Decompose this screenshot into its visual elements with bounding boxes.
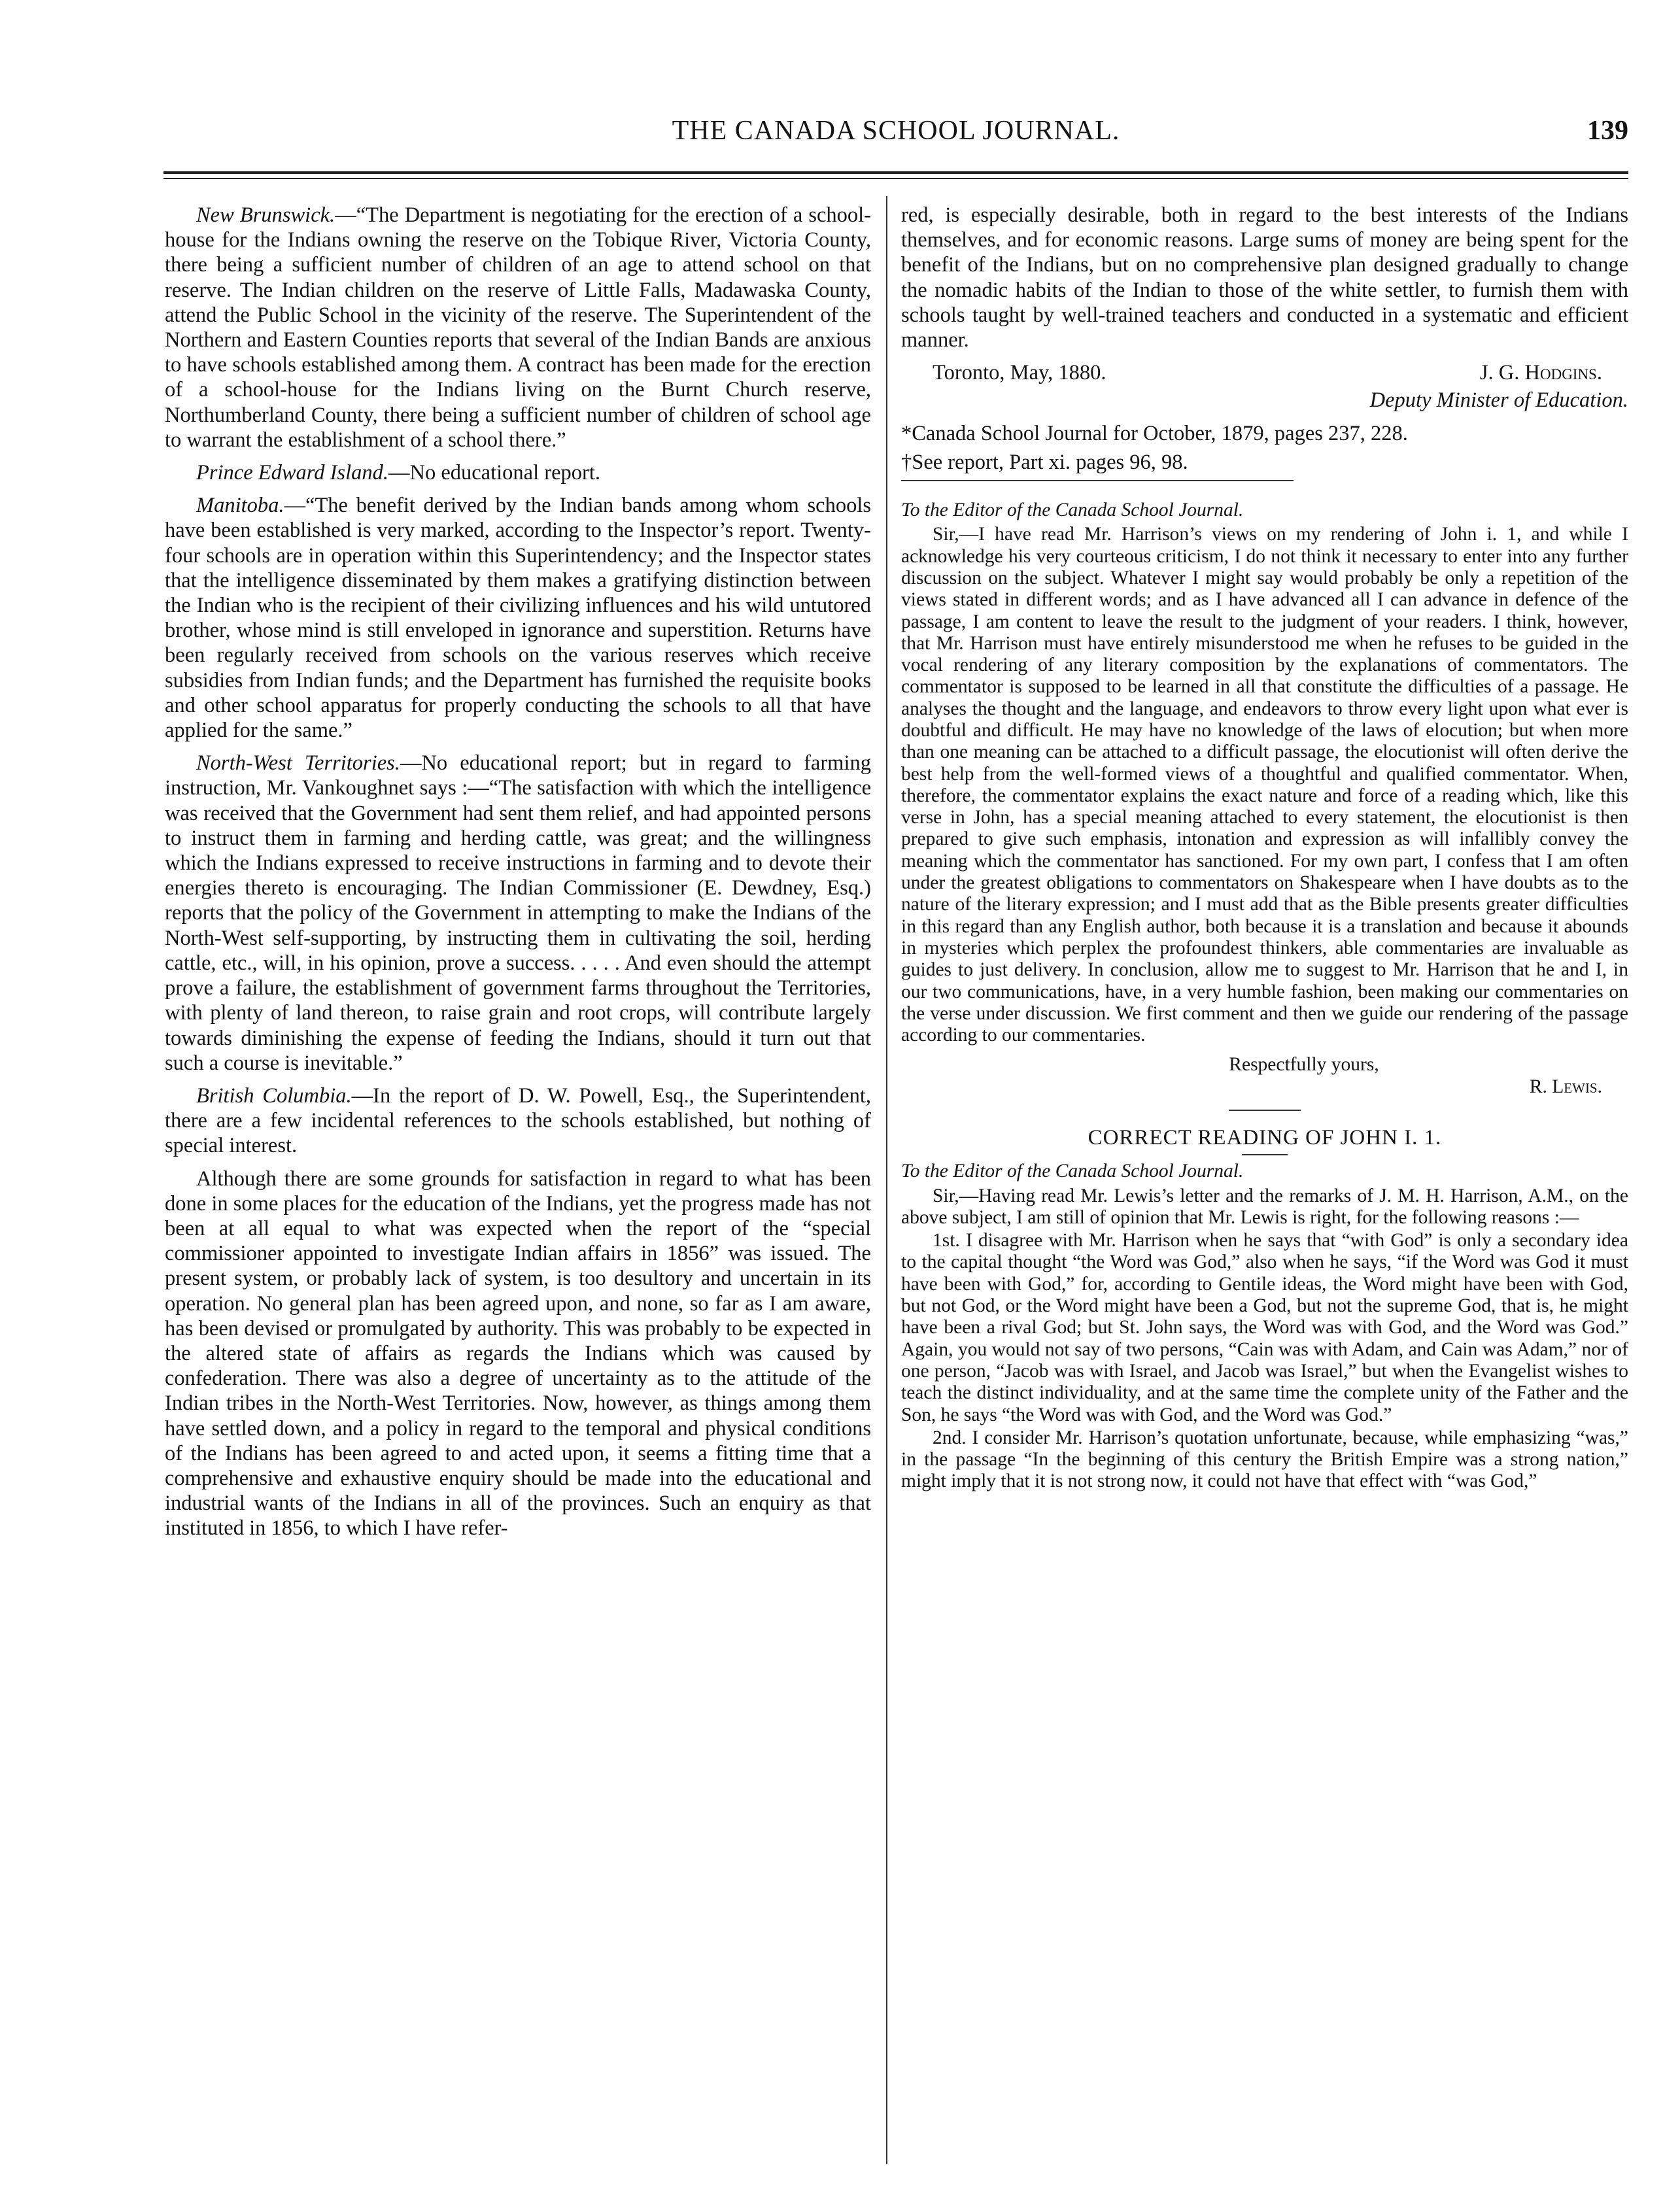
page-number: 139 [1587,116,1628,146]
paragraph-continued: red, is especially desirable, both in regard to the best interests of the Indians themselves, and for economic reasons. Large sums of money are being spent for the benefit of the Indians, but on no comprehensive plan designed gradually to change the nomadic habits of the Indian to those of the white settler, to furnish them with schools taught by well-trained teachers and conducted in a systematic and efficient manner. [901,203,1628,352]
letter-point-2: 2nd. I consider Mr. Harrison’s quotation unfortunate, because, while emphasizing “was,” in the passage “In the beginning of this century the British Empire was a strong nation,” might imply that it is not strong now, it could not have that effect with “was God,” [901,1427,1628,1492]
footnote-2: †See report, Part xi. pages 96, 98. [901,450,1188,474]
footnote-1: *Canada School Journal for October, 1879, pages 237, 228. [901,421,1408,445]
paragraph-text: —No educational report; but in regard to farming instruction, Mr. Vankoughnet says :—“The satisfaction with which the intelligence was received that the Government had sent them relief, and had appointed persons to instruct them in farming and herding cattle, was great; and the willingness which the Indians expressed to receive instructions in farming and to devote their energies thereto is encouraging. The Indian Commissioner (E. Dewdney, Esq.) reports that the policy of the Government in attempting to make the Indians of the North-West self-supporting, by instructing them in cultivating the soil, herding cattle, etc., will, in his opinion, prove a success. . . . . And even should the attempt prove a failure, the establishment of government farms throughout the Territories, with plenty of land thereon, to raise grain and root crops, will contribute largely towards diminishing the expense of feeding the Indians, should it turn out that such a course is inevitable.” [165,751,871,1075]
province-label: North-West Territories. [196,751,400,775]
province-label: Prince Edward Island. [196,461,388,485]
letter-reply [901,1161,1628,1492]
paragraph-new-brunswick [165,203,871,452]
paragraph-text: —“The Department is negotiating for the erection of a school-house for the Indians owning the reserve on the Tobique River, Victoria County, there being a sufficient number of children of an age to attend school on that reserve. The Indian children on the reserve of Little Falls, Madawaska County, attend the Public School in the vicinity of the reserve. The Superintendent of the Northern and Eastern Counties reports that several of the Indian Bands are anxious to have schools established among them. A contract has been made for the erection of a school-house for the Indians living on the Burnt Church reserve, Northumberland County, there being a sufficient number of children of school age to warrant the establishment of a school there.” [165,203,872,452]
letter-salutation: To the Editor of the Canada School Journal. [901,1161,1244,1182]
page-header [163,115,1628,161]
header-rule-thin [163,178,1628,179]
province-label: British Columbia. [196,1083,352,1108]
signature-title: Deputy Minister of Education. [1369,388,1628,413]
journal-title: THE CANADA SCHOOL JOURNAL. [672,116,1120,146]
signature-place-date: Toronto, May, 1880. [933,361,1106,385]
letter-closing: Respectfully yours, [1229,1054,1379,1076]
section-heading: CORRECT READING OF JOHN I. 1. [1088,1126,1442,1150]
letter-intro: Sir,—Having read Mr. Lewis’s letter and the remarks of J. M. H. Harrison, A.M., on the above subject, I am still of opinion that Mr. Lewis is right, for the following reasons :— [901,1185,1628,1228]
letter-lewis [901,500,1628,1098]
letter-salutation: To the Editor of the Canada School Journal. [901,500,1244,521]
signature-name: J. G. Hodgins. [1479,361,1602,385]
letter-point-1: 1st. I disagree with Mr. Harrison when he says that “with God” is only a secondary idea to the capital thought “the Word was God,” also when he says, “if the Word was God it must have been with God,” for, according to Gentile ideas, the Word might have been with God, but not God, or the Word might have been a God, but not the supreme God, that is, he might have been a rival God; but St. John says, the Word was with God, and the Word was God.” Again, you would not say of two persons, “Cain was with Adam, and Cain was Adam,” nor of one person, “Jacob was with Israel, and Jacob was Israel,” but when the Evangelist wishes to teach the distinct individuality, and at the same time the complete unity of the Father and the Son, he says “the Word was with God, and the Word was God.” [901,1230,1628,1425]
province-label: New Brunswick. [196,203,335,227]
letter-signature: R. Lewis. [1529,1076,1602,1097]
right-column [901,203,1628,1494]
separator-rule [1229,1110,1301,1111]
letter-body: Sir,—I have read Mr. Harrison’s views on my rendering of John i. 1, and while I acknowledge his very courteous criticism, I do not think it necessary to enter into any further discussion on the subject. Whatever I might say would probably be only a repetition of the views stated in different words; and as I have advanced all I can advance in defence of the passage, I am content to leave the result to the judgment of your readers. I think, however, that Mr. Harrison must have entirely misunderstood me when he refuses to be guided in the vocal rendering of any literary composition by the explanations of commentators. The commentator is supposed to be learned in all that constitute the difficulties of a passage. He analyses the thought and the language, and endeavors to throw every light upon what ever is doubtful and difficult. He may have no knowledge of the laws of elocution; but when more than one meaning can be attached to a difficult passage, the elocutionist will often derive the best help from the well-formed views of a thoughtful and qualified commentator. When, therefore, the commentator explains the exact nature and force of a reading which, like this verse in John, has a special meaning attached to every statement, the elocutionist is then prepared to give such emphasis, intonation and expression as will infallibly convey the meaning which the commentator has sanctioned. For my own part, I confess that I am often under the greatest obligations to commentators on Shakespeare when I have doubts as to the nature of the literary expression; and I must add that as the Bible presents greater difficulties in this regard than any English author, both because it is a translation and because it abounds in mysteries which perplex the profoundest thinkers, able commentaries are invaluable as guides to just delivery. In conclusion, allow me to suggest to Mr. Harrison that he and I, in our two communications, have, in a very humble fashion, been making our commentaries on the verse under discussion. We first comment and then we guide our rendering of the passage according to our commentaries. [901,524,1628,1046]
paragraph-north-west [165,751,871,1076]
province-label: Manitoba. [196,494,284,518]
paragraph-pei [165,460,871,485]
heading-rule [1242,1154,1288,1155]
signature-line [901,360,1628,385]
column-divider [886,196,887,2164]
paragraph-manitoba [165,493,871,743]
section-rule [901,480,1294,481]
paragraph-text: —No educational report. [388,461,600,485]
paragraph-text: —“The benefit derived by the Indian bands among whom schools have been established is very marked, according to the Inspector’s report. Twenty-four schools are in operation within this Superintendency; and the Inspector states that the intelligence disseminated by them makes a gratifying distinction between the Indian who is the recipient of their civilizing influences and his wild untutored brother, whose mind is still enveloped in ignorance and superstition. Returns have been regularly received from schools on the various reserves which receive subsidies from Indian funds; and the Department has furnished the requisite books and other school apparatus for properly conducting the schools to all that have applied for the same.” [165,494,871,743]
paragraph-text: —In the report of D. W. Powell, Esq., the Superintendent, there are a few incidental references to the schools established, but nothing of special interest. [165,1083,871,1158]
header-rule [163,171,1628,174]
paragraph-conclusion: Although there are some grounds for satisfaction in regard to what has been done in some places for the education of the Indians, yet the progress made has not been at all equal to what was expected when the report of the “special commissioner appointed to investigate Indian affairs in 1856” was issued. The present system, or probably lack of system, is too desultory and uncertain in its operation. No general plan has been agreed upon, and none, so far as I am aware, has been devised or promulgated by authority. This was probably to be expected in the altered state of affairs as regards the Indians which was caused by confederation. There was also a degree of uncertainty as to the attitude of the Indian tribes in the North-West Territories. Now, however, as things among them have settled down, and a policy in regard to the temporal and physical conditions of the Indians has been agreed to and acted upon, it seems a fitting time that a comprehensive and exhaustive enquiry should be made into the educational and industrial wants of the Indians in all of the provinces. Such an enquiry as that instituted in 1856, to which I have refer- [165,1166,871,1540]
paragraph-british-columbia [165,1083,871,1159]
left-column [165,203,871,1549]
